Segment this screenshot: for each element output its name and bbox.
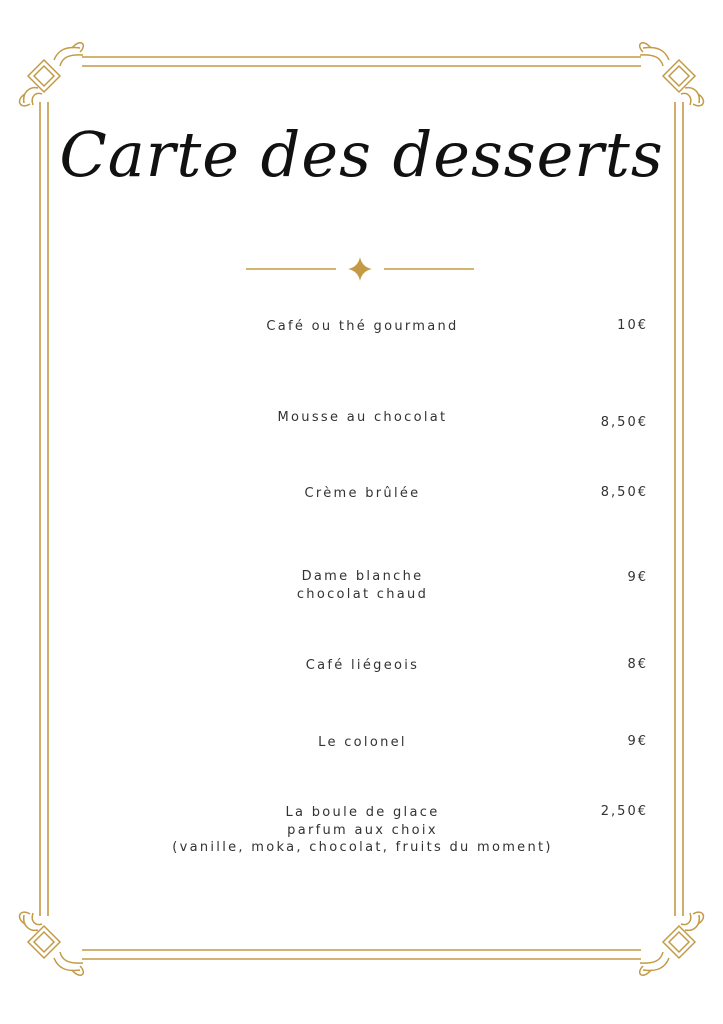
menu-item-price: 8,50€ — [600, 415, 648, 430]
menu-item-price: 9€ — [627, 734, 648, 749]
corner-ornament-icon-top-right — [640, 43, 704, 106]
menu-item-name — [150, 734, 575, 752]
menu-item-price: 10€ — [617, 318, 648, 333]
menu-item-price: 2,50€ — [600, 804, 648, 819]
menu-item-name — [150, 657, 575, 675]
menu-item-line: (vanille, moka, chocolat, fruits du moment) — [172, 840, 553, 855]
menu-item-name — [150, 804, 575, 857]
menu-item-line: Le colonel — [318, 735, 407, 750]
menu-item-line: Mousse au chocolat — [277, 410, 448, 425]
menu-item-name — [150, 485, 575, 503]
menu-item-line: Café liégeois — [305, 658, 420, 673]
corner-ornament-icon-bottom-left — [20, 912, 84, 975]
corner-ornament-icon-bottom-right — [640, 912, 704, 975]
sparkle-icon — [348, 257, 372, 281]
menu-item-line: La boule de glace — [285, 805, 440, 820]
menu-item-line: Café ou thé gourmand — [266, 319, 459, 334]
corner-ornament-icon-top-left — [20, 43, 84, 106]
menu-item-line: chocolat chaud — [296, 586, 429, 602]
menu-item-name — [150, 409, 575, 427]
menu-item-price: 8€ — [627, 657, 648, 672]
menu-item-name — [150, 568, 575, 603]
menu-item-name — [150, 318, 575, 336]
menu-item-line: Crème brûlée — [304, 486, 421, 501]
menu-item-line: Dame blanche — [301, 569, 424, 584]
menu-title: Carte des desserts — [59, 118, 664, 191]
title-divider — [246, 257, 474, 281]
menu-item-price: 9€ — [627, 570, 648, 585]
menu-item-price: 8,50€ — [600, 485, 648, 500]
menu-item-line: parfum aux choix — [287, 822, 438, 838]
